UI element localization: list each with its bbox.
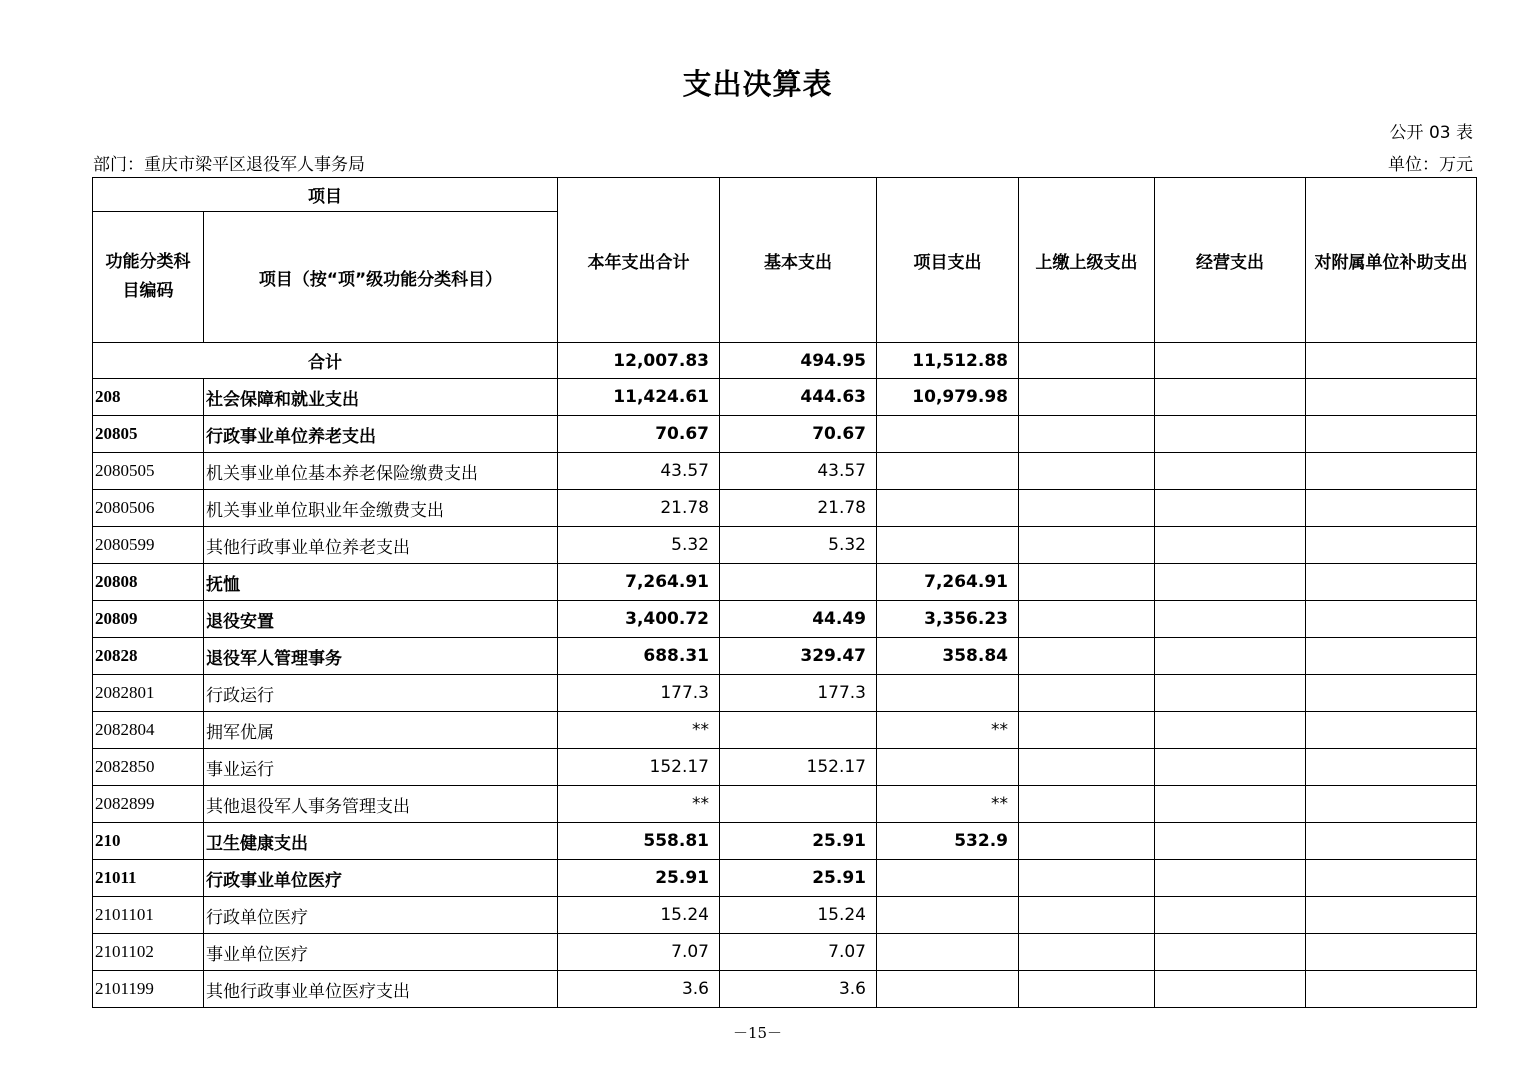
row-code: 208 xyxy=(93,379,204,416)
row-name: 行政单位医疗 xyxy=(204,897,558,934)
row-value xyxy=(1019,675,1155,712)
row-value xyxy=(1019,823,1155,860)
row-code: 20808 xyxy=(93,564,204,601)
row-value: 152.17 xyxy=(558,749,720,786)
row-value: 25.91 xyxy=(558,860,720,897)
total-cell: 494.95 xyxy=(720,343,877,379)
table-row xyxy=(93,897,1477,934)
row-value: 7,264.91 xyxy=(558,564,720,601)
row-value: 44.49 xyxy=(720,601,877,638)
row-name: 其他行政事业单位养老支出 xyxy=(204,527,558,564)
total-cell xyxy=(1155,343,1306,379)
row-value xyxy=(1019,712,1155,749)
total-cell xyxy=(1019,343,1155,379)
row-value xyxy=(1155,490,1306,527)
table-row xyxy=(93,675,1477,712)
row-value xyxy=(877,749,1019,786)
row-value xyxy=(1306,416,1477,453)
row-value xyxy=(1306,934,1477,971)
row-value xyxy=(877,860,1019,897)
row-name: 事业单位医疗 xyxy=(204,934,558,971)
row-value xyxy=(1306,749,1477,786)
row-value: 70.67 xyxy=(720,416,877,453)
row-value: 43.57 xyxy=(720,453,877,490)
row-value: 7.07 xyxy=(558,934,720,971)
header-col-total: 本年支出合计 xyxy=(558,178,720,343)
row-code: 2101102 xyxy=(93,934,204,971)
row-value xyxy=(1019,453,1155,490)
row-value xyxy=(1306,786,1477,823)
row-value xyxy=(720,786,877,823)
total-row xyxy=(93,343,1477,379)
row-value xyxy=(720,564,877,601)
row-value: ** xyxy=(558,786,720,823)
row-code: 21011 xyxy=(93,860,204,897)
table-row xyxy=(93,638,1477,675)
table-row xyxy=(93,971,1477,1008)
row-value xyxy=(1155,675,1306,712)
row-value xyxy=(1019,527,1155,564)
row-value xyxy=(1155,786,1306,823)
row-value xyxy=(1155,527,1306,564)
row-value xyxy=(1155,601,1306,638)
row-value xyxy=(1306,527,1477,564)
row-value: 5.32 xyxy=(720,527,877,564)
table-row xyxy=(93,601,1477,638)
row-code: 2082899 xyxy=(93,786,204,823)
row-value: ** xyxy=(877,712,1019,749)
row-value xyxy=(877,453,1019,490)
row-name: 行政事业单位养老支出 xyxy=(204,416,558,453)
row-value: 3,356.23 xyxy=(877,601,1019,638)
row-name: 其他退役军人事务管理支出 xyxy=(204,786,558,823)
row-value xyxy=(877,897,1019,934)
page-title: 支出决算表 xyxy=(682,67,833,101)
header-row-top xyxy=(93,178,1477,212)
row-name: 社会保障和就业支出 xyxy=(204,379,558,416)
row-name: 行政运行 xyxy=(204,675,558,712)
header-name: 项目（按“项”级功能分类科目） xyxy=(204,212,558,343)
row-value: 3,400.72 xyxy=(558,601,720,638)
table-row xyxy=(93,453,1477,490)
table-row xyxy=(93,860,1477,897)
row-value: 15.24 xyxy=(720,897,877,934)
row-code: 2082804 xyxy=(93,712,204,749)
row-value: 25.91 xyxy=(720,823,877,860)
row-value xyxy=(877,675,1019,712)
table-row xyxy=(93,379,1477,416)
row-value xyxy=(1306,897,1477,934)
total-cell: 11,512.88 xyxy=(877,343,1019,379)
row-value xyxy=(877,934,1019,971)
row-value xyxy=(1306,712,1477,749)
row-value xyxy=(1306,564,1477,601)
table-row xyxy=(93,786,1477,823)
header-item-group: 项目 xyxy=(93,178,558,212)
table-row xyxy=(93,416,1477,453)
row-code: 20828 xyxy=(93,638,204,675)
row-value xyxy=(720,712,877,749)
table-row xyxy=(93,934,1477,971)
row-value xyxy=(1155,749,1306,786)
row-name: 拥军优属 xyxy=(204,712,558,749)
row-value: 177.3 xyxy=(720,675,877,712)
row-code: 20805 xyxy=(93,416,204,453)
row-value xyxy=(1155,453,1306,490)
row-value xyxy=(1019,416,1155,453)
row-value: ** xyxy=(877,786,1019,823)
row-value xyxy=(877,527,1019,564)
row-code: 2082801 xyxy=(93,675,204,712)
header-col-basic: 基本支出 xyxy=(720,178,877,343)
row-name: 退役军人管理事务 xyxy=(204,638,558,675)
page-number: －15－ xyxy=(732,1024,783,1042)
table-row xyxy=(93,527,1477,564)
unit-label: 单位：万元 xyxy=(1388,155,1473,175)
row-value xyxy=(1155,934,1306,971)
row-value: 152.17 xyxy=(720,749,877,786)
row-value: 358.84 xyxy=(877,638,1019,675)
row-value xyxy=(1306,823,1477,860)
row-value xyxy=(1019,934,1155,971)
row-value xyxy=(1155,971,1306,1008)
row-name: 其他行政事业单位医疗支出 xyxy=(204,971,558,1008)
row-value xyxy=(1155,712,1306,749)
row-value: 7,264.91 xyxy=(877,564,1019,601)
department-label: 部门：重庆市梁平区退役军人事务局 xyxy=(93,155,365,175)
row-value xyxy=(1019,971,1155,1008)
row-code: 2101199 xyxy=(93,971,204,1008)
row-value: 688.31 xyxy=(558,638,720,675)
table-row xyxy=(93,490,1477,527)
row-code: 20809 xyxy=(93,601,204,638)
row-value xyxy=(1155,638,1306,675)
row-value xyxy=(1155,416,1306,453)
row-value xyxy=(1306,453,1477,490)
row-value xyxy=(1306,490,1477,527)
table-row xyxy=(93,712,1477,749)
row-value: 177.3 xyxy=(558,675,720,712)
row-value: 329.47 xyxy=(720,638,877,675)
row-code: 2080599 xyxy=(93,527,204,564)
total-label: 合计 xyxy=(93,343,558,379)
row-name: 行政事业单位医疗 xyxy=(204,860,558,897)
row-value: 25.91 xyxy=(720,860,877,897)
row-value xyxy=(1019,564,1155,601)
row-value xyxy=(1019,379,1155,416)
row-value xyxy=(1306,675,1477,712)
row-code: 2080506 xyxy=(93,490,204,527)
row-value xyxy=(1155,823,1306,860)
row-value: 21.78 xyxy=(720,490,877,527)
row-value xyxy=(1019,749,1155,786)
header-col-business: 经营支出 xyxy=(1155,178,1306,343)
row-value xyxy=(1306,638,1477,675)
row-value: 3.6 xyxy=(558,971,720,1008)
row-code: 2101101 xyxy=(93,897,204,934)
row-value: 532.9 xyxy=(877,823,1019,860)
row-value: 558.81 xyxy=(558,823,720,860)
row-value: 444.63 xyxy=(720,379,877,416)
row-value xyxy=(1019,786,1155,823)
row-value xyxy=(1306,379,1477,416)
header-code: 功能分类科目编码 xyxy=(93,212,204,343)
row-value xyxy=(1306,601,1477,638)
row-value: 10,979.98 xyxy=(877,379,1019,416)
row-code: 2082850 xyxy=(93,749,204,786)
table-row xyxy=(93,564,1477,601)
total-cell xyxy=(1306,343,1477,379)
row-value xyxy=(877,416,1019,453)
row-value: 7.07 xyxy=(720,934,877,971)
row-value: 5.32 xyxy=(558,527,720,564)
row-value xyxy=(1019,860,1155,897)
total-cell: 12,007.83 xyxy=(558,343,720,379)
row-code: 2080505 xyxy=(93,453,204,490)
row-value xyxy=(1306,860,1477,897)
row-value xyxy=(1019,601,1155,638)
row-value xyxy=(1019,638,1155,675)
row-value: 15.24 xyxy=(558,897,720,934)
row-name: 机关事业单位职业年金缴费支出 xyxy=(204,490,558,527)
row-value xyxy=(1155,860,1306,897)
row-value: 21.78 xyxy=(558,490,720,527)
table-row xyxy=(93,823,1477,860)
expense-table xyxy=(92,177,1477,1008)
header-col-project: 项目支出 xyxy=(877,178,1019,343)
table-number: 公开 03 表 xyxy=(1389,123,1473,143)
row-value: 43.57 xyxy=(558,453,720,490)
row-value: 70.67 xyxy=(558,416,720,453)
row-value xyxy=(1019,897,1155,934)
row-name: 退役安置 xyxy=(204,601,558,638)
row-value xyxy=(1306,971,1477,1008)
row-name: 抚恤 xyxy=(204,564,558,601)
row-value xyxy=(1155,897,1306,934)
header-col-subsidy: 对附属单位补助支出 xyxy=(1306,178,1477,343)
row-value xyxy=(877,490,1019,527)
row-name: 卫生健康支出 xyxy=(204,823,558,860)
header-col-upper: 上缴上级支出 xyxy=(1019,178,1155,343)
row-code: 210 xyxy=(93,823,204,860)
row-value xyxy=(1155,564,1306,601)
table-row xyxy=(93,749,1477,786)
row-value: ** xyxy=(558,712,720,749)
row-value: 3.6 xyxy=(720,971,877,1008)
row-name: 机关事业单位基本养老保险缴费支出 xyxy=(204,453,558,490)
row-value xyxy=(877,971,1019,1008)
row-value: 11,424.61 xyxy=(558,379,720,416)
row-name: 事业运行 xyxy=(204,749,558,786)
row-value xyxy=(1019,490,1155,527)
row-value xyxy=(1155,379,1306,416)
